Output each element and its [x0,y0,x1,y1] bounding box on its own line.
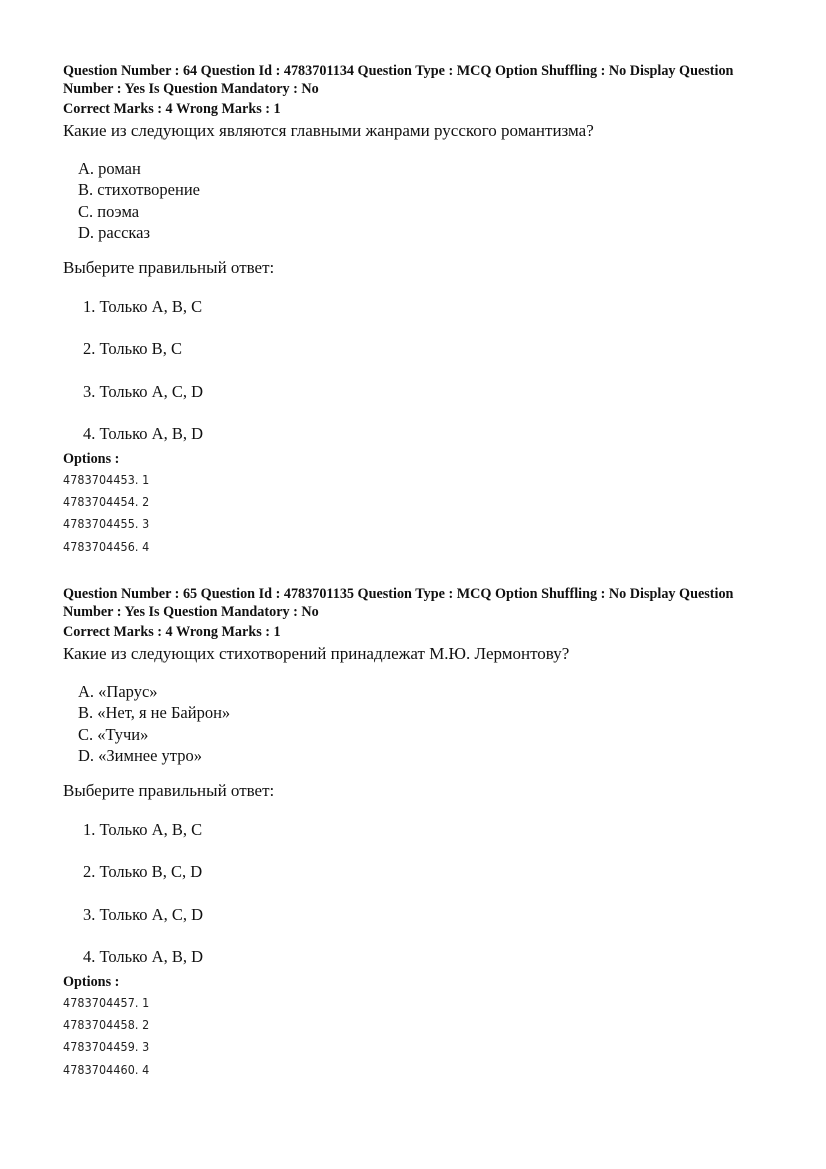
choice-item: 2. Только B, C [83,339,182,359]
question-meta [63,62,773,118]
question-text: Какие из следующих являются главными жанрами русского романтизма? [63,121,594,140]
choice-item: 4. Только A, B, D [83,424,204,444]
option-id: 4783704457. 1 [63,995,150,1010]
option-id: 4783704459. 3 [63,1039,150,1055]
option-id: 4783704453. 1 [63,472,150,487]
statement-item: D. «Зимнее утро» [78,745,202,765]
statement-item: A. роман [78,159,141,178]
marks-line: Correct Marks : 4 Wrong Marks : 1 [63,101,281,117]
statement-item: C. «Тучи» [78,724,149,744]
option-id-list [63,469,149,558]
options-label: Options : [63,974,120,990]
statement-item: A. «Парус» [78,682,158,701]
statement-item: D. рассказ [78,222,150,242]
question-block-65 [63,585,773,967]
meta-line: Question Number : 65 Question Id : 4783701135 Question Type : MCQ Option Shuffling : No Display Question [63,586,734,602]
question-block-64 [63,62,773,444]
choice-item: 3. Только A, C, D [83,381,204,401]
choice-item: 1. Только A, B, C [83,820,203,840]
meta-line: Question Number : 64 Question Id : 4783701134 Question Type : MCQ Option Shuffling : No Display Question [63,63,734,79]
statement-list [63,158,773,243]
answer-prompt: Выберите правильный ответ: [63,781,275,801]
statement-item: B. «Нет, я не Байрон» [78,703,231,723]
meta-line: Number : Yes Is Question Mandatory : No [63,81,319,97]
choice-list [63,820,773,967]
statement-item: B. стихотворение [78,180,200,200]
option-id: 4783704460. 4 [63,1061,150,1077]
question-meta [63,585,773,641]
option-id: 4783704456. 4 [63,538,150,554]
choice-item: 3. Только A, C, D [83,904,204,924]
meta-line: Number : Yes Is Question Mandatory : No [63,604,319,620]
option-id-list [63,992,149,1081]
answer-prompt: Выберите правильный ответ: [63,258,275,278]
choice-list [63,297,773,444]
option-id: 4783704454. 2 [63,494,150,510]
statement-item: C. поэма [78,201,140,221]
choice-item: 2. Только B, C, D [83,862,203,882]
choice-item: 4. Только A, B, D [83,947,204,967]
choice-item: 1. Только A, B, C [83,297,203,317]
statement-list [63,681,773,766]
question-text: Какие из следующих стихотворений принадлежат М.Ю. Лермонтову? [63,644,570,663]
marks-line: Correct Marks : 4 Wrong Marks : 1 [63,624,281,640]
option-id: 4783704458. 2 [63,1017,150,1033]
option-id: 4783704455. 3 [63,516,150,532]
options-label: Options : [63,451,120,467]
